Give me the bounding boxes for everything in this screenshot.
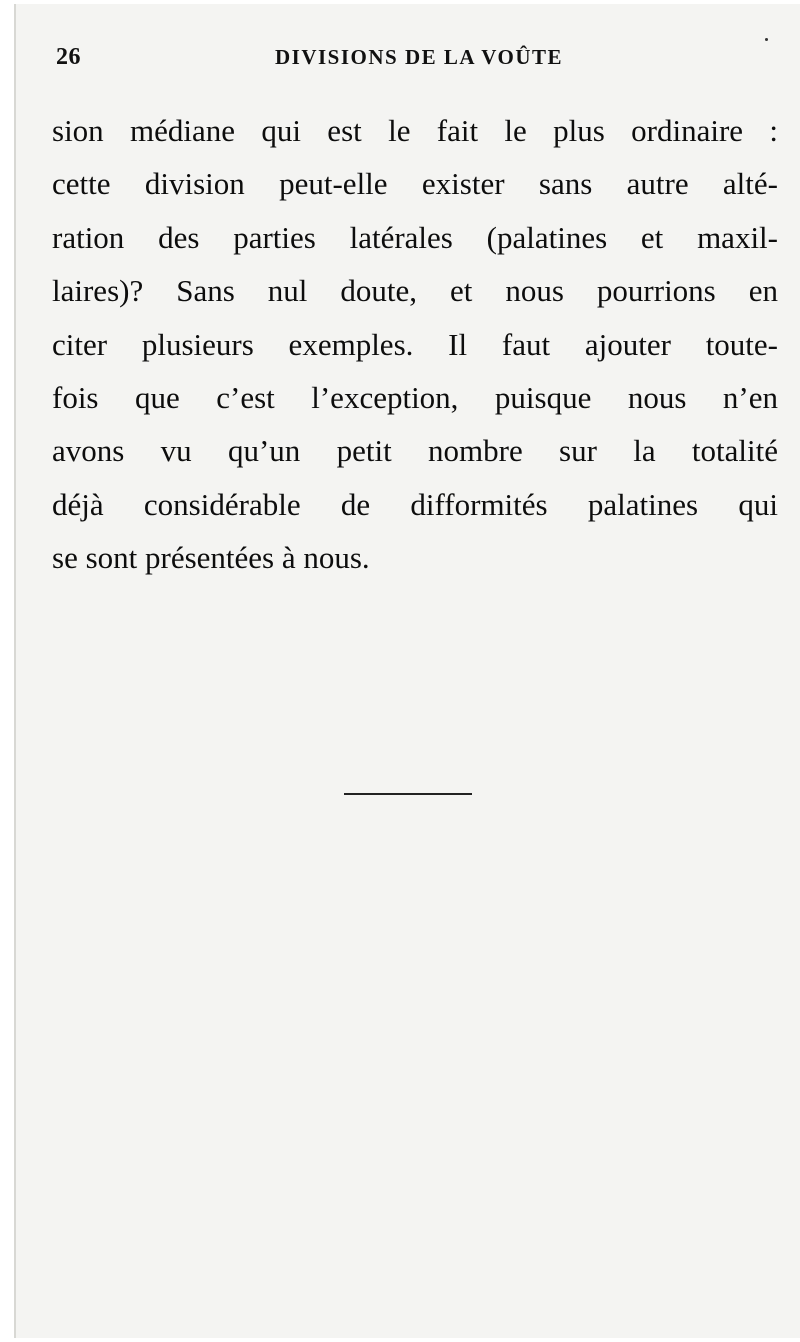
body-paragraph — [52, 104, 778, 585]
text-line: avons vu qu’un petit nombre sur la totalité — [52, 433, 778, 469]
text-line: déjà considérable de difformités palatines qui — [52, 486, 778, 522]
text-line: laires)? Sans nul doute, et nous pourrions en — [52, 273, 778, 309]
text-line: se sont présentées à nous. — [52, 540, 370, 576]
page-number: 26 — [56, 44, 81, 70]
book-page — [14, 4, 800, 1338]
text-line: ration des parties latérales (palatines et maxil- — [52, 219, 778, 255]
text-line: sion médiane qui est le fait le plus ordinaire : — [52, 113, 778, 148]
text-line: citer plusieurs exemples. Il faut ajouter toute- — [52, 326, 778, 362]
section-divider-rule — [344, 793, 472, 795]
text-line: fois que c’est l’exception, puisque nous n’en — [52, 380, 778, 416]
ink-speck — [765, 38, 768, 41]
running-head: DIVISIONS DE LA VOÛTE — [274, 45, 564, 69]
text-line: cette division peut-elle exister sans autre alté- — [52, 166, 778, 202]
